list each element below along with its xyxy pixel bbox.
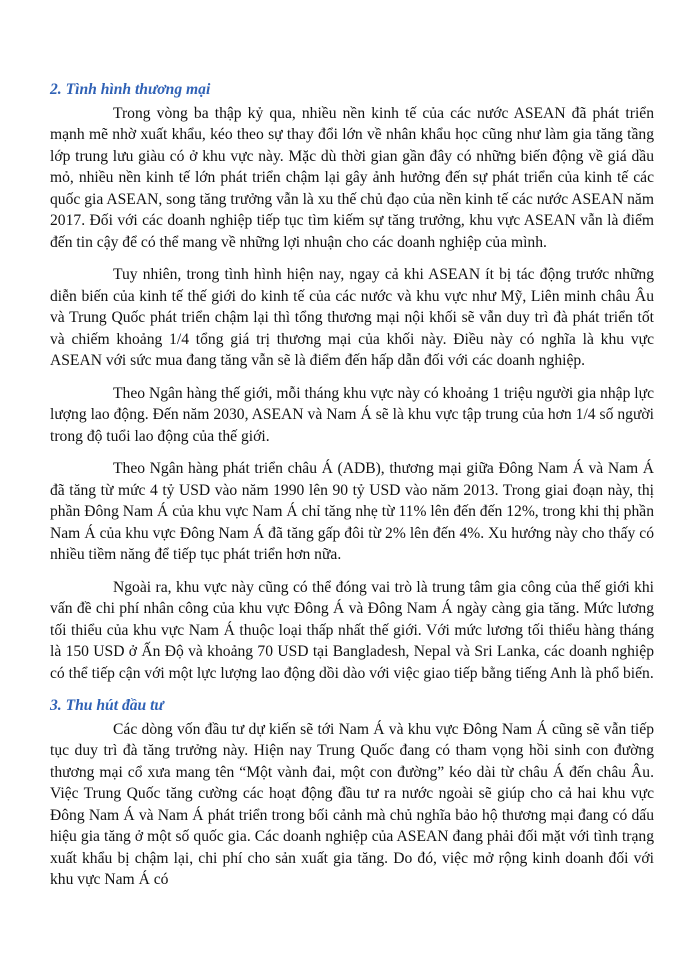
paragraph: Tuy nhiên, trong tình hình hiện nay, ngay cả khi ASEAN ít bị tác động trước những diễn biến của kinh tế thế giới do kinh tế của các nước và khu vực như Mỹ, Liên minh châu Âu và Trung Quốc phát triển chậm lại thì tổng thương mại nội khối sẽ vẫn duy trì đà phát triển tốt và chiếm khoảng 1/4 tổng giá trị thương mại của khối này. Điều này có nghĩa là khu vực ASEAN với sức mua đang tăng vẫn sẽ là điểm đến hấp dẫn đối với các doanh nghiệp. (50, 266, 654, 369)
paragraph: Ngoài ra, khu vực này cũng có thể đóng vai trò là trung tâm gia công của thế giới khi vấn đề chi phí nhân công của khu vực Đông Á và Đông Nam Á ngày càng gia tăng. Mức lương tối thiểu của khu vực Nam Á thuộc loại thấp nhất thế giới. Với mức lương tối thiểu hàng tháng là 150 USD ở Ấn Độ và khoảng 70 USD tại Bangladesh, Nepal và Sri Lanka, các doanh nghiệp có thể tiếp cận với một lực lượng lao động dồi dào với việc giao tiếp bằng tiếng Anh là phổ biến. (50, 578, 654, 682)
paragraph: Các dòng vốn đầu tư dự kiến sẽ tới Nam Á và khu vực Đông Nam Á cũng sẽ vẫn tiếp tục duy trì đà tăng trưởng này. Hiện nay Trung Quốc đang có tham vọng hồi sinh con đường thương mại cổ xưa mang tên “Một vành đai, một con đường” kéo dài từ châu Á đến châu Âu. Việc Trung Quốc tăng cường các hoạt động đầu tư ra nước ngoài sẽ giúp cho cả hai khu vực Đông Nam Á và Nam Á phát triển trong bối cảnh mà chủ nghĩa bảo hộ thương mại đang có dấu hiệu gia tăng ở một số quốc gia. Các doanh nghiệp của ASEAN đang phải đối mặt với tình trạng xuất khẩu bị chậm lại, chi phí cho sản xuất gia tăng. Do đó, việc mở rộng kinh doanh đối với khu vực Nam Á có (50, 720, 654, 888)
paragraph: Theo Ngân hàng thế giới, mỗi tháng khu vực này có khoảng 1 triệu người gia nhập lực lượng lao động. Đến năm 2030, ASEAN và Nam Á sẽ là khu vực tập trung của hơn 1/4 số người trong độ tuổi lao động của thế giới. (50, 384, 654, 445)
paragraph: Trong vòng ba thập kỷ qua, nhiều nền kinh tế của các nước ASEAN đã phát triển mạnh mẽ nhờ xuất khẩu, kéo theo sự thay đổi lớn về nhân khẩu học cũng như làm gia tăng tầng lớp trung lưu giàu có ở khu vực này. Mặc dù thời gian gần đây có những biến động về giá dầu mỏ, nhiều nền kinh tế lớn phát triển chậm lại gây ảnh hưởng đến sự phát triển của kinh tế các quốc gia ASEAN, song tăng trưởng vẫn là xu thế chủ đạo của nền kinh tế các nước ASEAN năm 2017. Đối với các doanh nghiệp tiếp tục tìm kiếm sự tăng trưởng, khu vực ASEAN vẫn là điểm đến tin cậy để có thể mang về những lợi nhuận cho các doanh nghiệp của mình. (50, 104, 654, 251)
document-content (50, 79, 654, 902)
section-heading-investment: 3. Thu hút đầu tư (50, 697, 164, 714)
section-heading-trade: 2. Tình hình thương mại (50, 81, 211, 98)
paragraph: Theo Ngân hàng phát triển châu Á (ADB), thương mại giữa Đông Nam Á và Nam Á đã tăng từ mức 4 tỷ USD vào năm 1990 lên 90 tỷ USD vào năm 2013. Trong giai đoạn này, thị phần Đông Nam Á của khu vực Nam Á chỉ tăng nhẹ từ 11% lên đến đến 12%, trong khi thị phần Nam Á của khu vực Đông Nam Á đã tăng gấp đôi từ 2% lên đến 4%. Xu hướng này cho thấy có nhiều tiềm năng để tiếp tục phát triển hơn nữa. (50, 460, 654, 563)
